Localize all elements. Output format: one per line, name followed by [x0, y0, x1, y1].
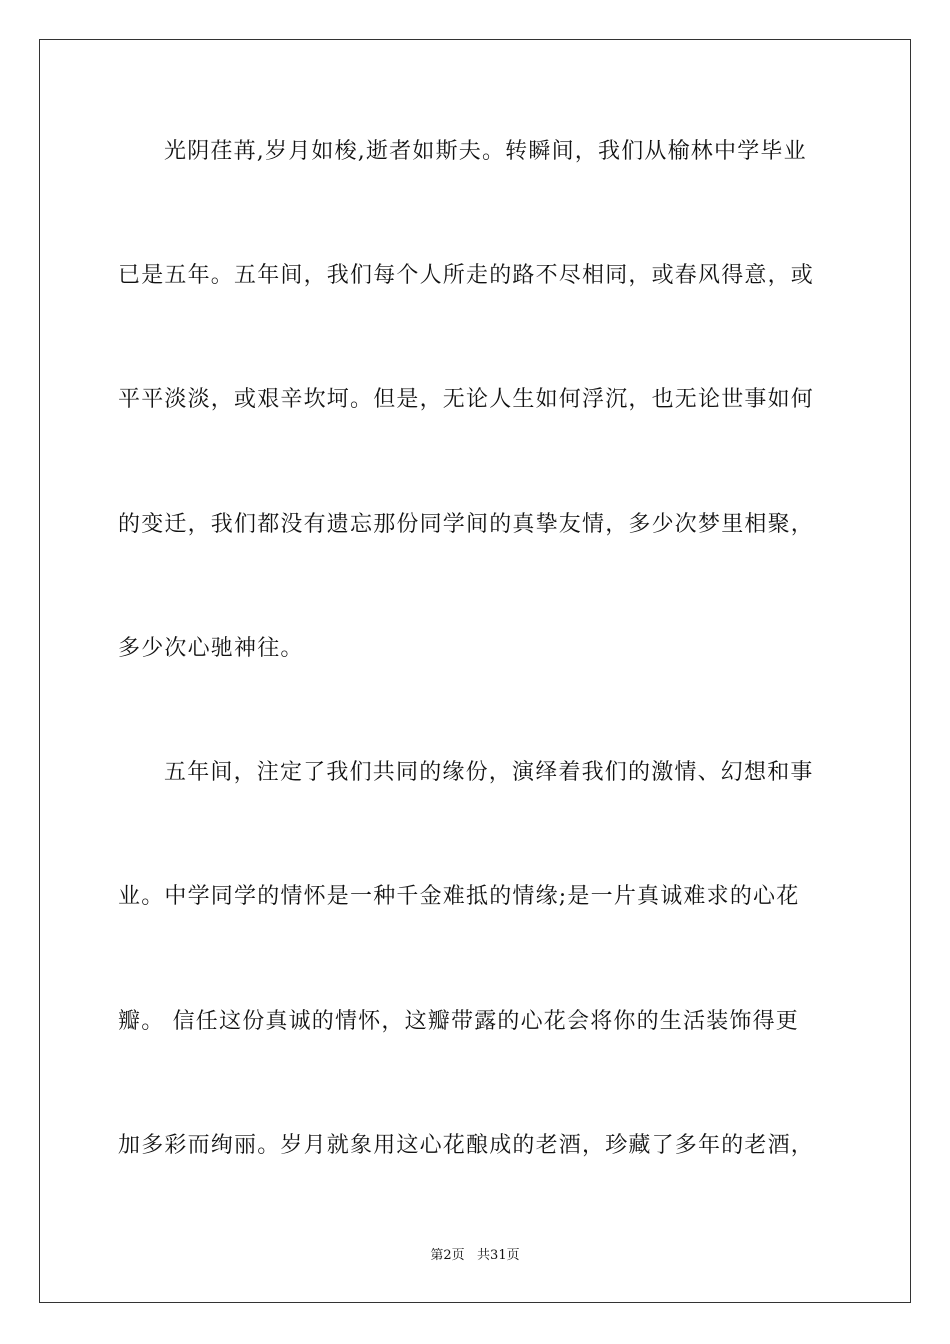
- page-border: [39, 39, 911, 1303]
- text-line: 多少次心驰神往。: [118, 636, 304, 661]
- page-footer: 第2页 共31页: [430, 1248, 520, 1263]
- text-line: 业。中学同学的情怀是一种千金难抵的情缘;是一片真诚难求的心花: [118, 884, 800, 909]
- text-line: 五年间，注定了我们共同的缘份，演绎着我们的激情、幻想和事: [164, 760, 814, 785]
- text-line: 光阴荏苒,岁月如梭,逝者如斯夫。转瞬间，我们从榆林中学毕业: [164, 139, 807, 164]
- text-line: 加多彩而绚丽。岁月就象用这心花酿成的老酒，珍藏了多年的老酒，: [118, 1133, 815, 1158]
- text-line: 平平淡淡，或艰辛坎坷。但是，无论人生如何浮沉，也无论世事如何: [118, 387, 815, 412]
- text-line: 瓣。 信任这份真诚的情怀，这瓣带露的心花会将你的生活装饰得更: [118, 1009, 799, 1034]
- text-line: 已是五年。五年间，我们每个人所走的路不尽相同，或春风得意，或: [118, 263, 815, 288]
- text-line: 的变迁，我们都没有遗忘那份同学间的真挚友情，多少次梦里相聚，: [118, 512, 815, 537]
